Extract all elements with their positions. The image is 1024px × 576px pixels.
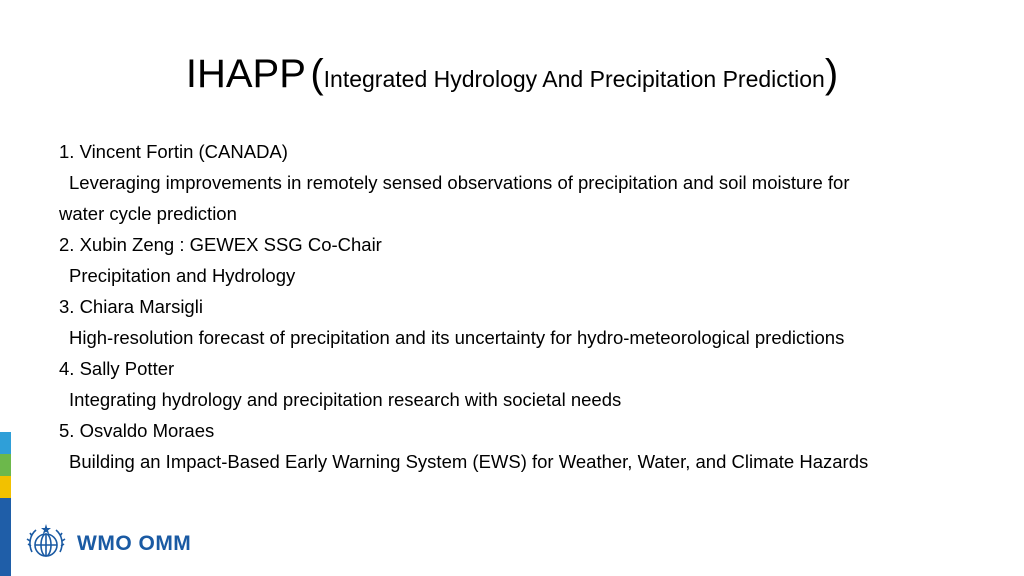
wmo-logo: [24, 520, 191, 568]
side-stripe-navy: [0, 498, 11, 576]
side-stripe-green: [0, 454, 11, 476]
side-stripe-yellow: [0, 476, 11, 498]
logo-text: WMO OMM: [77, 532, 192, 555]
speaker-list: [59, 136, 979, 477]
speaker-2-topic: Precipitation and Hydrology: [69, 265, 296, 286]
speaker-5-name: 5. Osvaldo Moraes: [59, 420, 215, 441]
speaker-4-topic: Integrating hydrology and precipitation research with societal needs: [69, 389, 622, 410]
title-open-paren: (: [310, 52, 324, 96]
speaker-5-topic: Building an Impact-Based Early Warning System (EWS) for Weather, Water, and Climate Hazards: [69, 451, 869, 472]
speaker-2-name: 2. Xubin Zeng : GEWEX SSG Co-Chair: [59, 234, 382, 255]
title-close-paren: ): [824, 52, 839, 96]
slide-title: [0, 44, 1024, 113]
speaker-3-name: 3. Chiara Marsigli: [59, 296, 203, 317]
speaker-1-topic: Leveraging improvements in remotely sensed observations of precipitation and soil moisture for: [69, 172, 850, 193]
speaker-3-topic: High-resolution forecast of precipitation and its uncertainty for hydro-meteorological predictions: [69, 327, 845, 348]
title-acronym: IHAPP: [185, 52, 306, 96]
speaker-4-name: 4. Sally Potter: [59, 358, 175, 379]
title-subtitle: Integrated Hydrology And Precipitation Prediction: [323, 66, 825, 92]
speaker-1-name: 1. Vincent Fortin (CANADA): [59, 141, 288, 162]
side-stripe-blue: [0, 432, 11, 454]
wmo-emblem-icon: [24, 522, 68, 566]
speaker-1-topic-continued: water cycle prediction: [59, 203, 237, 224]
